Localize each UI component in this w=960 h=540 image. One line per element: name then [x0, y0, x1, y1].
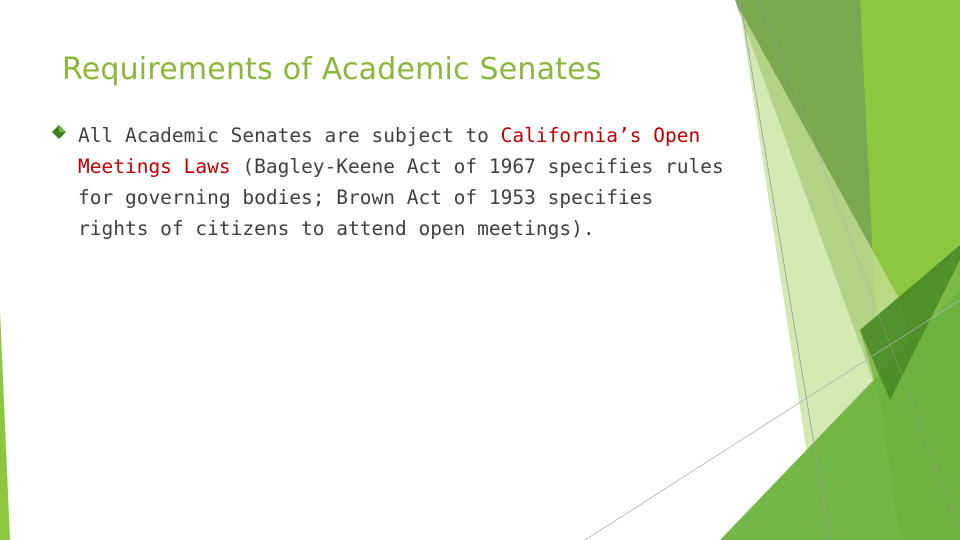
bullet-text-after: (Bagley-Keene Act of 1967 specifies rules for governing bodies; Brown Act of 1953 specifies rights of citizens to attend open meetings). — [78, 155, 724, 240]
open-meetings-laws-highlight: California’s Open Meetings Laws — [78, 124, 701, 178]
left-edge-sliver — [0, 310, 10, 540]
bullet-text — [78, 120, 732, 244]
bullet-item — [52, 120, 732, 244]
diamond-bullet-icon — [52, 125, 66, 139]
slide-title: Requirements of Academic Senates — [62, 52, 602, 87]
bullet-text-before: All Academic Senates are subject to — [78, 124, 501, 147]
